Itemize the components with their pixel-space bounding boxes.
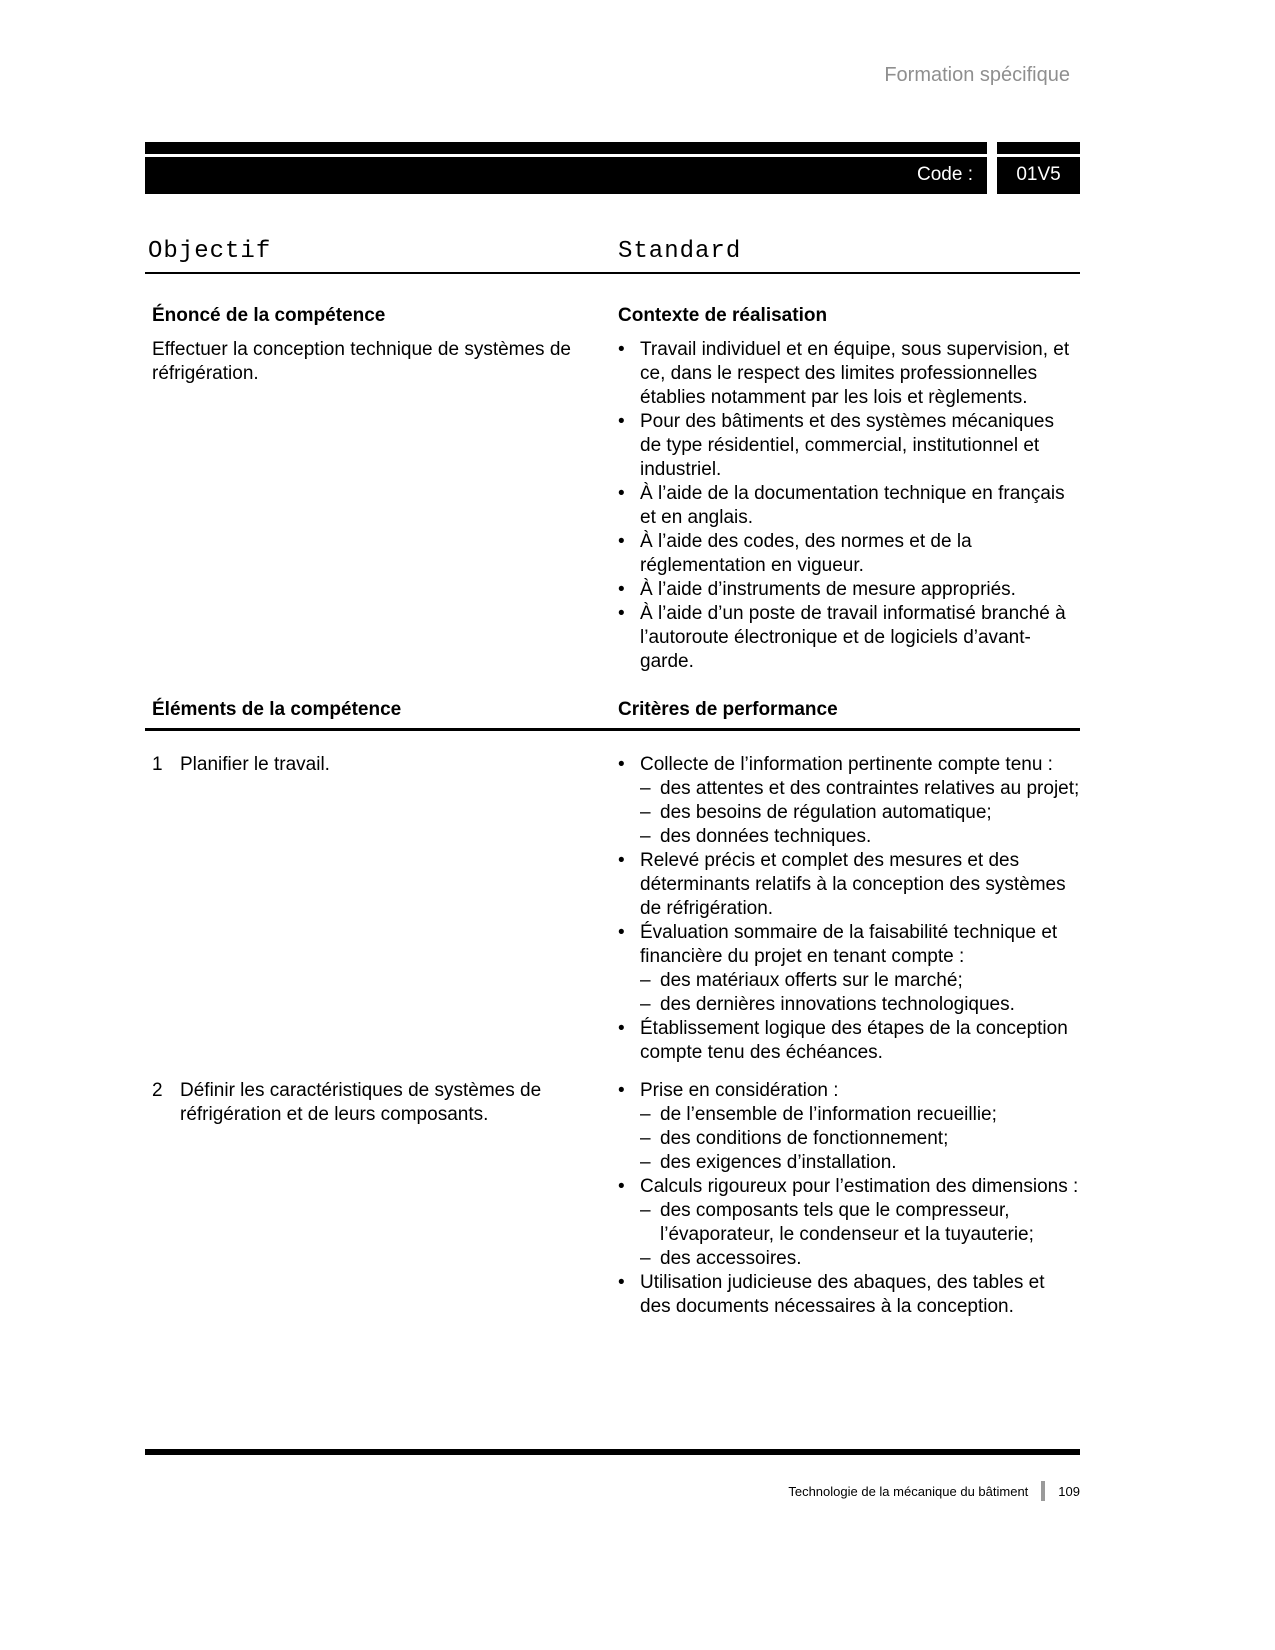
page-number: 109 <box>1058 1483 1080 1499</box>
critere-sub-item <box>640 1127 1080 1151</box>
bullet-marker: • <box>618 411 625 432</box>
contexte-item-text: Travail individuel et en équipe, sous supervision, et ce, dans le respect des limites professionnelles établies notamment par les lois et règlements. <box>640 339 1070 408</box>
bullet-marker: • <box>618 579 625 600</box>
critere-sub-text: de l’ensemble de l’information recueillie; <box>660 1104 997 1125</box>
critere-text: Établissement logique des étapes de la conception compte tenu des échéances. <box>640 1018 1068 1063</box>
critere-sub-text: des composants tels que le compresseur, l’évaporateur, le condenseur et la tuyauterie; <box>660 1200 1034 1245</box>
critere-text: Collecte de l’information pertinente compte tenu : <box>640 754 1053 775</box>
critere-sub-text: des attentes et des contraintes relatives au projet; <box>660 778 1080 799</box>
code-label: Code : <box>917 163 973 185</box>
footer-rule <box>145 1449 1080 1455</box>
enonce-heading: Énoncé de la compétence <box>152 305 386 326</box>
code-value-box <box>997 142 1080 194</box>
section-label: Formation spécifique <box>884 64 1070 86</box>
code-bar-main <box>145 142 987 194</box>
contexte-item-text: À l’aide des codes, des normes et de la réglementation en vigueur. <box>640 531 972 576</box>
contexte-item <box>618 602 1080 674</box>
critere-sub-item <box>640 1103 1080 1127</box>
element-row-2 <box>145 1079 1080 1319</box>
elements-heading: Éléments de la compétence <box>152 699 402 720</box>
page-footer <box>788 1481 1080 1501</box>
bullet-marker: • <box>618 483 625 504</box>
enonce-text: Effectuer la conception technique de systèmes de réfrigération. <box>152 339 571 384</box>
standard-title: Standard <box>618 238 742 265</box>
contexte-item <box>618 530 1080 578</box>
bullet-marker: • <box>618 339 625 360</box>
contexte-heading: Contexte de réalisation <box>618 305 828 326</box>
critere-sub-item <box>640 825 1080 849</box>
bullet-marker: • <box>618 850 625 871</box>
code-value: 01V5 <box>1016 163 1061 185</box>
contexte-column <box>618 304 1080 674</box>
critere-sub-item <box>640 801 1080 825</box>
critere-text: Prise en considération : <box>640 1080 839 1101</box>
critere-sub-text: des besoins de régulation automatique; <box>660 802 992 823</box>
dash-marker: – <box>640 994 651 1015</box>
contexte-item-text: À l’aide d’instruments de mesure appropriés. <box>640 579 1016 600</box>
enonce-column <box>145 304 600 674</box>
criteres-heading: Critères de performance <box>618 699 838 720</box>
dash-marker: – <box>640 1152 651 1173</box>
critere-sub-text: des données techniques. <box>660 826 872 847</box>
critere-text: Utilisation judicieuse des abaques, des tables et des documents nécessaires à la conception. <box>640 1272 1045 1317</box>
critere-item <box>618 921 1080 969</box>
element-number: 2 <box>152 1080 163 1101</box>
code-bar-gap <box>987 142 997 194</box>
critere-sub-text: des accessoires. <box>660 1248 802 1269</box>
footer-separator <box>1041 1481 1045 1501</box>
competence-section <box>145 304 1080 674</box>
bullet-marker: • <box>618 603 625 624</box>
critere-sub-item <box>640 993 1080 1017</box>
critere-text: Évaluation sommaire de la faisabilité technique et financière du projet en tenant compte : <box>640 922 1058 967</box>
bullet-marker: • <box>618 1080 625 1101</box>
footer-text: Technologie de la mécanique du bâtiment <box>788 1483 1029 1499</box>
element-label: Planifier le travail. <box>180 754 330 775</box>
bullet-marker: • <box>618 1176 625 1197</box>
contexte-item <box>618 338 1080 410</box>
elements-band <box>145 698 1080 731</box>
critere-sub-item <box>640 969 1080 993</box>
element-row-1 <box>145 753 1080 1065</box>
dash-marker: – <box>640 970 651 991</box>
dash-marker: – <box>640 1248 651 1269</box>
contexte-item-text: À l’aide de la documentation technique en français et en anglais. <box>640 483 1065 528</box>
bullet-marker: • <box>618 531 625 552</box>
dash-marker: – <box>640 802 651 823</box>
contexte-item <box>618 410 1080 482</box>
critere-sub-text: des conditions de fonctionnement; <box>660 1128 949 1149</box>
critere-item <box>618 849 1080 921</box>
critere-sub-text: des dernières innovations technologiques. <box>660 994 1015 1015</box>
contexte-item <box>618 578 1080 602</box>
critere-text: Calculs rigoureux pour l’estimation des dimensions : <box>640 1176 1079 1197</box>
objectif-title: Objectif <box>148 238 272 265</box>
bullet-marker: • <box>618 754 625 775</box>
dash-marker: – <box>640 1104 651 1125</box>
column-titles <box>145 238 1080 265</box>
critere-item <box>618 753 1080 777</box>
title-rule <box>145 272 1080 274</box>
element-label: Définir les caractéristiques de systèmes de réfrigération et de leurs composants. <box>180 1080 542 1125</box>
critere-sub-item <box>640 777 1080 801</box>
contexte-item <box>618 482 1080 530</box>
critere-sub-item <box>640 1247 1080 1271</box>
column-gap <box>600 304 618 674</box>
bullet-marker: • <box>618 1018 625 1039</box>
critere-text: Relevé précis et complet des mesures et des déterminants relatifs à la conception des systèmes de réfrigération. <box>640 850 1066 919</box>
critere-sub-text: des matériaux offerts sur le marché; <box>660 970 963 991</box>
code-bar <box>145 142 1080 194</box>
critere-sub-item <box>640 1199 1080 1247</box>
critere-item <box>618 1017 1080 1065</box>
bullet-marker: • <box>618 922 625 943</box>
dash-marker: – <box>640 1200 651 1221</box>
critere-item <box>618 1079 1080 1103</box>
critere-item <box>618 1271 1080 1319</box>
elements-band-rule <box>145 728 1080 731</box>
dash-marker: – <box>640 826 651 847</box>
element-number: 1 <box>152 754 163 775</box>
bullet-marker: • <box>618 1272 625 1293</box>
contexte-item-text: À l’aide d’un poste de travail informatisé branché à l’autoroute électronique et de logiciels d’avant-garde. <box>640 603 1066 672</box>
dash-marker: – <box>640 778 651 799</box>
critere-sub-item <box>640 1151 1080 1175</box>
contexte-item-text: Pour des bâtiments et des systèmes mécaniques de type résidentiel, commercial, institutionnel et industriel. <box>640 411 1054 480</box>
dash-marker: – <box>640 1128 651 1149</box>
code-bar-divider-line <box>145 154 1080 157</box>
critere-item <box>618 1175 1080 1199</box>
critere-sub-text: des exigences d’installation. <box>660 1152 897 1173</box>
